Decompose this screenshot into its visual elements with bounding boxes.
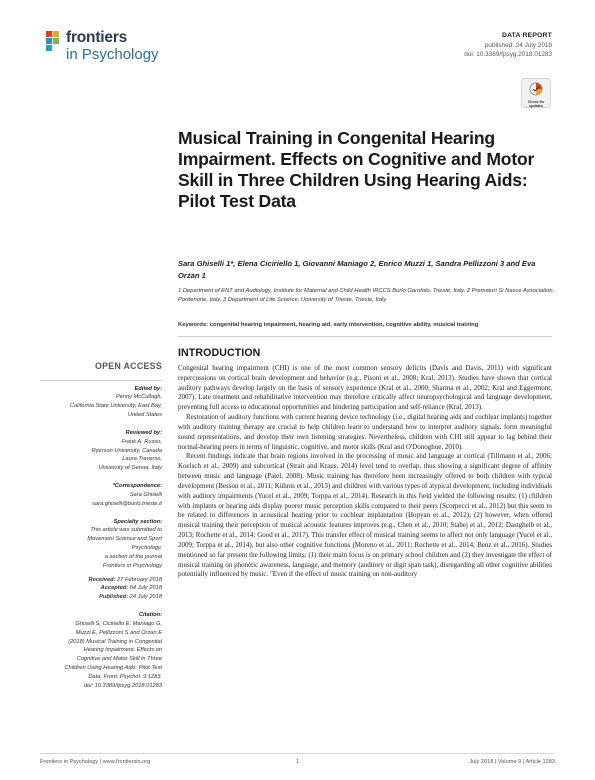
check-updates-label-2: updates [529,103,543,108]
affiliations: 1 Department of ENT and Audiology, Institute for Maternal and Child Health IRCCS Burlo Garofolo, Trieste, Italy, 2 Prematuri Si Nasce Association, Pordenone, Italy, 3 Department of Life Science, University of Trieste, Trieste, Italy [178,288,555,303]
reviewer-affiliation: University of Genoa, Italy [98,465,162,472]
published-date: published: 24 July 2018 [484,41,552,49]
edited-by-heading: Edited by: [134,385,162,392]
page-footer [40,753,555,767]
reviewer-name: Frank A. Russo, [121,438,162,445]
article-title: Musical Training in Congenital Hearing Impairment. Effects on Cognitive and Motor Skill in Three Children Using Hearing Aids: Pilot Test Data [178,128,535,212]
specialty-line: Psychology, [131,545,162,552]
open-access-label: OPEN ACCESS [40,360,162,381]
author-list[interactable]: Sara Ghiselli 1*, Elena Ciciriello 1, Giovanni Maniago 2, Enrico Muzzi 1, Sandra Pellizzoni 3 and Eva Orzan 1 [178,259,536,280]
section-heading: INTRODUCTION [178,347,261,359]
journal-logo[interactable] [44,26,184,66]
body-paragraph: Restoration of auditory functions with current hearing device technology (i.e., digital hearing aids and cochlear implants) together with auditory training therapy are crucial to help children learn to understand how to interpret auditory signals, form meaningful sound representations, and develop their own listening strategies. Nevertheless, children with CHI still appear to lag behind their normal-hearing peers in terms of linguistic, cognitive, and motor skills (Kral and O'Donoghue, 2010). [178,413,552,451]
specialty-line: This article was submitted to [90,527,162,534]
footer-journal-link[interactable]: Frontiers in Psychology | www.frontiersin.org [40,759,151,765]
logo-text-journal: in Psychology [66,45,159,63]
specialty-line: Frontiers in Psychology [102,562,162,569]
footer-issue: July 2018 | Volume 9 | Article 1283 [469,759,555,765]
citation-line: Muzzi E, Pellizzoni S and Orzan E [75,629,162,636]
divider [178,336,552,337]
editor-country: United States [127,412,162,419]
article-info-sidebar [40,360,162,690]
reviewer-name: Laura Traverso, [122,456,162,463]
citation-line: (2018) Musical Training in Congenital [68,638,162,645]
reviewed-by-heading: Reviewed by: [125,429,162,436]
published-date-sidebar: Published: 24 July 2018 [99,594,162,601]
correspondence-email-link[interactable]: sara.ghiselli@burlo.trieste.it [92,500,162,507]
logo-text-frontiers: frontiers [66,29,128,46]
accepted-date: Accepted: 04 July 2018 [100,585,162,592]
article-type: DATA REPORT [501,32,552,39]
correspondence-heading: *Correspondence: [112,483,162,490]
reviewer-affiliation: Ryerson University, Canada [91,447,162,454]
citation-heading: Citation: [138,612,162,619]
article-body [178,364,552,580]
check-updates-label: Check for [527,100,545,104]
citation-line: Hearing Impairment. Effects on [83,647,162,654]
doi[interactable]: doi: 10.3389/fpsyg.2018.01283 [464,51,552,59]
body-paragraph: Recent findings indicate that brain regions involved in the processing of music and language at cortical (Tillmann et al., 2006; Koelsch et al., 2009) and subcortical (Strait and Kraus, 2014) level tend to overlap, thus showing a significant degree of affinity between music and language (Patel, 2008). Music training has therefore been increasingly offered to both children with typical development (Besson et al., 2011; Kühnis et al., 2013) and children with various types of atypical development, including individuals with auditory impairments (Yucel et al., 2009; Torppa et al., 2014). Research in this field yielded the following results: (1) children with implants or hearing aids display poorer music perception skills compared to their peers (Scorpecci et al., 2012) but this seem to be related to differences in acoustical hearing prior to cochlear implantation (Hopyan et al., 2012); (2) however, when offered musical training their perception of musical acoustic features improves (e.g., Chen et al., 2010; Stabej et al., 2012; Dastgheib et al., 2013; Rochette et al., 2014; Good et al., 2017). This transfer effect of musical training seems to affect not only language (Yucel et al., 2009; Torppa et al., 2014), but also other cognitive functions (Moreno et al., 2011; Rochette et al., 2014; Benz et al., 2016). Studies mentioned so far present the following limits; (1) their main focus is on primary school children and (2) they investigate the effect of musical training on phonetic awareness, language, and memory (auditory or digit span task), disregarding all other cognitive abilities potentially influenced by music. "Even if the effect of music training on non-auditory [178,452,552,579]
check-updates-icon [529,82,543,96]
keywords: Keywords: congenital hearing impairment, hearing aid, early intervention, cognitive ability, musical training [178,322,479,328]
citation-line: doi: 10.3389/fpsyg.2018.01283 [83,682,162,689]
check-for-updates-button[interactable] [521,78,551,108]
editor-name: Penny McCullagh, [115,394,162,401]
body-paragraph: Congenital hearing impairment (CHI) is one of the most common sensory deficits (Davis and Davis, 2011) with significant repercussions on cortical brain development and behavior (e.g., Pisoni et al., 2008; Kral, 2013). Studies have shown that cortical auditory pathways develop largely on the basis of sensory experience (Kral et al., 2000; Sharma et al., 2002; Kral and Eggermont, 2007). Late treatment and rehabilitative intervention may therefore critically affect neuropsychological and language development, preventing full access to educational opportunities and hindering participation and self-reliance (Kral, 2013). [178,364,552,412]
specialty-line: Movement Science and Sport [87,536,162,543]
specialty-line: a section of the journal [104,553,162,560]
received-date: Received: 27 February 2018 [88,576,162,583]
correspondence-name: Sara Ghiselli [129,491,162,498]
editor-affiliation: California State University, East Bay, [69,403,162,410]
specialty-heading: Specialty section: [113,518,162,525]
citation-line: Children Using Hearing Aids: Pilot Test [64,664,162,671]
citation-line: Data. Front. Psychol. 9:1283. [88,673,162,680]
citation-line: Cognitive and Motor Skill in Three [76,656,162,663]
article-meta [464,31,552,59]
citation-line: Ghiselli S, Ciciriello E, Maniago G, [75,620,162,627]
page-number: 1 [295,759,300,765]
